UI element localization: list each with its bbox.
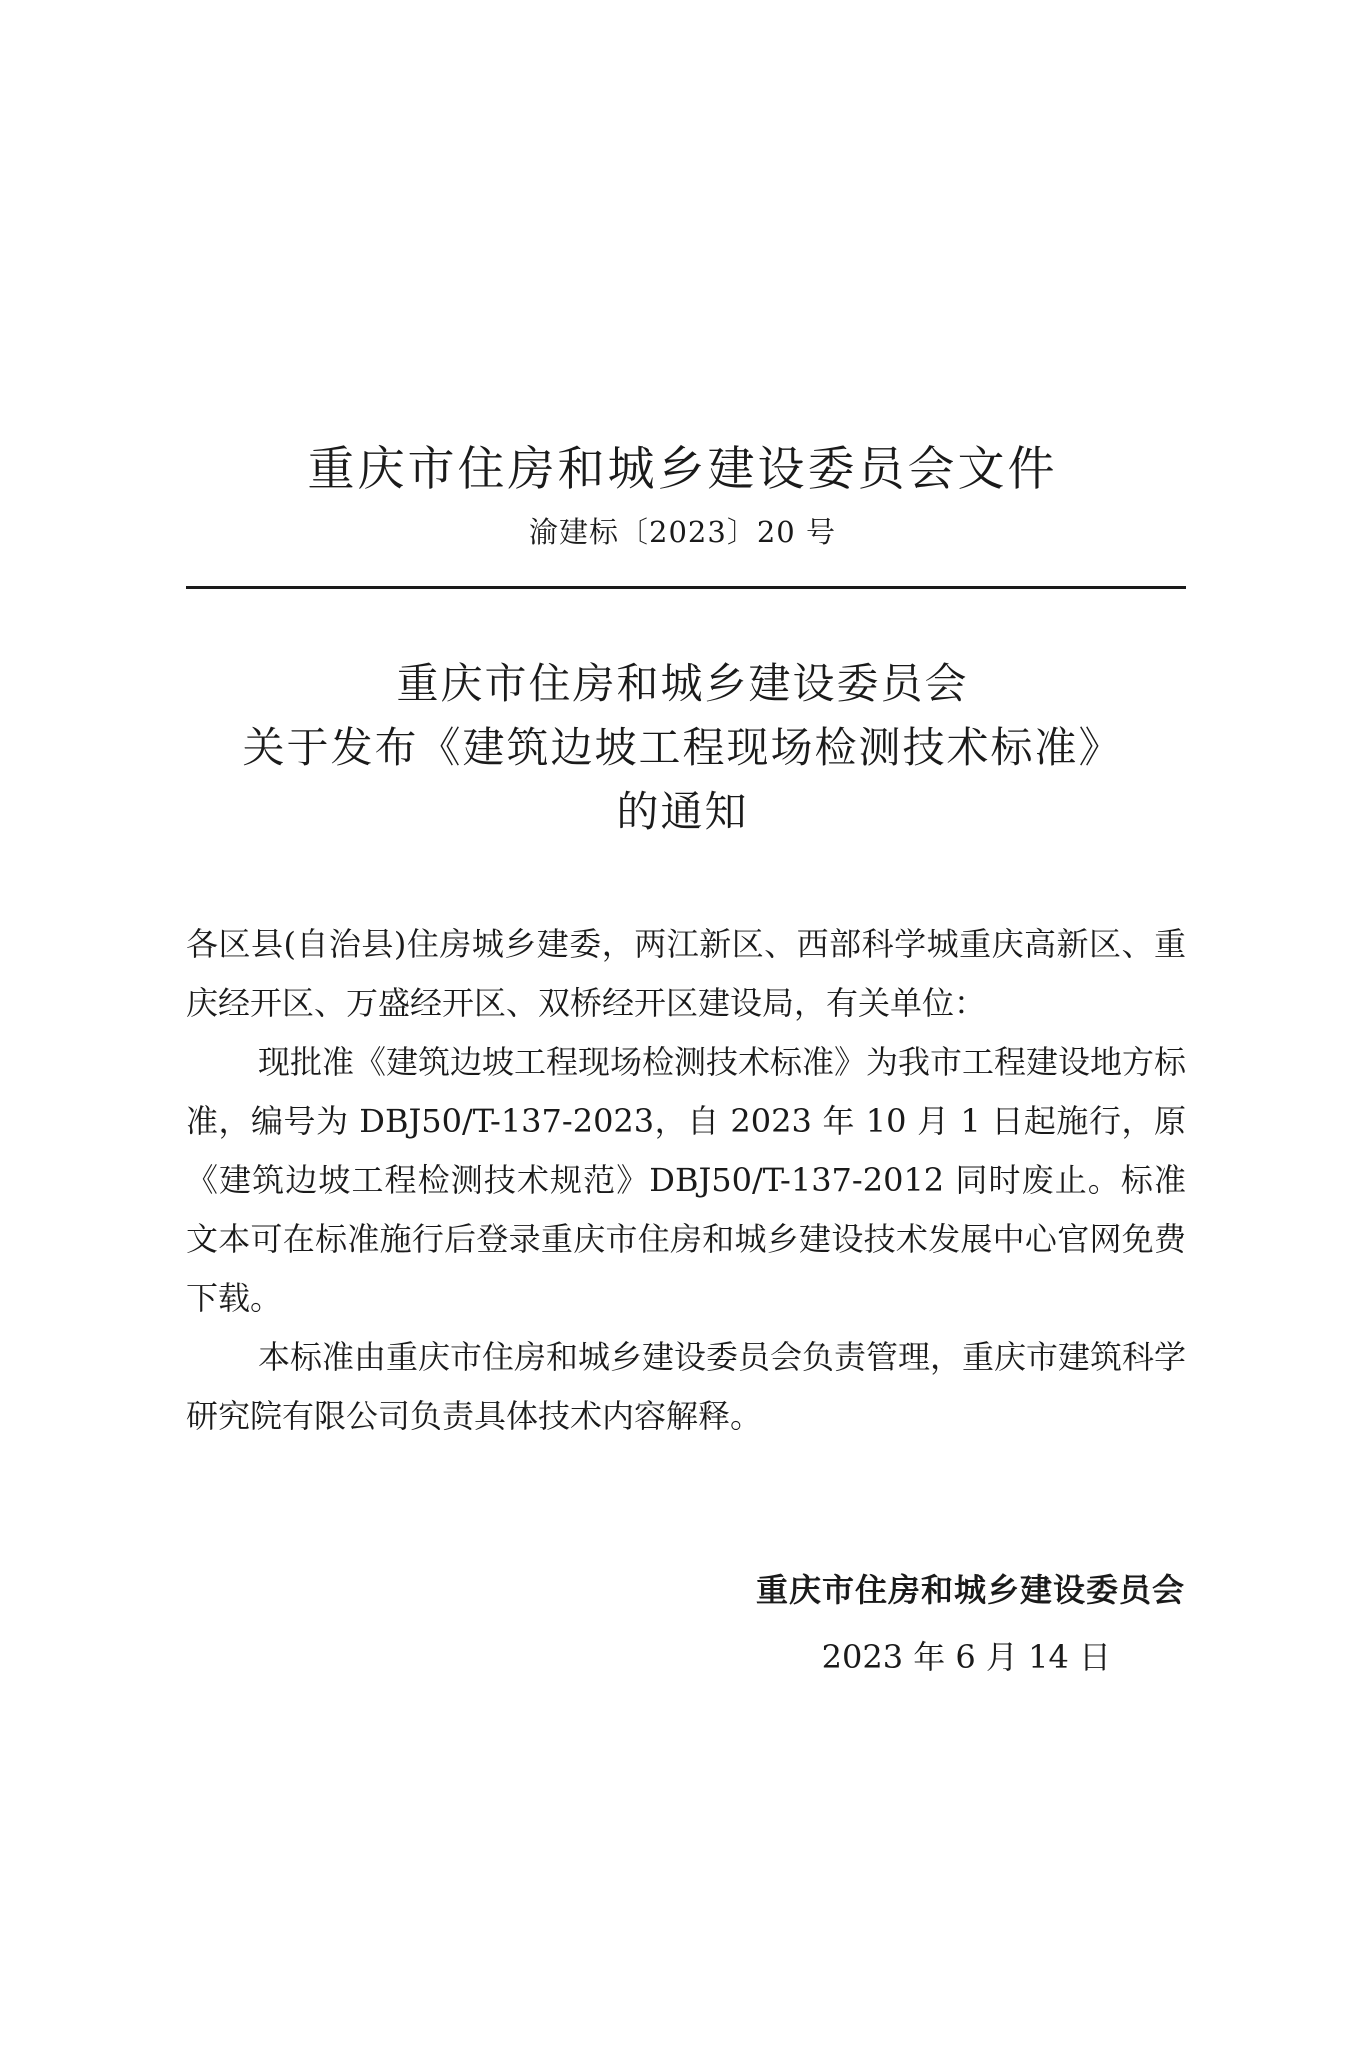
body-paragraph-1: 现批准《建筑边坡工程现场检测技术标准》为我市工程建设地方标准，编号为 DBJ50/T-137-2023，自 2023 年 10 月 1 日起施行，原《建筑边坡工程检测技术规范》DBJ50/T-137-2012 同时废止。标准文本可在标准施行后登录重庆市住房和城乡建设技术发展中心官网免费下载。 (186, 1043, 1187, 1317)
notice-title-line-3: 的通知 (616, 787, 749, 836)
issuer-signature: 重庆市住房和城乡建设委员会 (755, 1571, 1185, 1609)
document-header-title: 重庆市住房和城乡建设委员会文件 (307, 442, 1058, 497)
issue-date: 2023 年 6 月 14 日 (821, 1638, 1111, 1676)
body-paragraph-2: 本标准由重庆市住房和城乡建设委员会负责管理，重庆市建筑科学研究院有限公司负责具体技术内容解释。 (186, 1338, 1187, 1435)
notice-body (186, 915, 1186, 1446)
notice-title-line-1: 重庆市住房和城乡建设委员会 (396, 659, 969, 708)
document-number: 渝建标〔2023〕20 号 (529, 515, 836, 549)
header-divider (186, 586, 1186, 589)
salutation: 各区县(自治县)住房城乡建委，两江新区、西部科学城重庆高新区、重庆经开区、万盛经开区、双桥经开区建设局，有关单位： (186, 925, 1186, 1022)
notice-title-line-2: 关于发布《建筑边坡工程现场检测技术标准》 (242, 723, 1123, 772)
notice-title (0, 652, 1365, 844)
